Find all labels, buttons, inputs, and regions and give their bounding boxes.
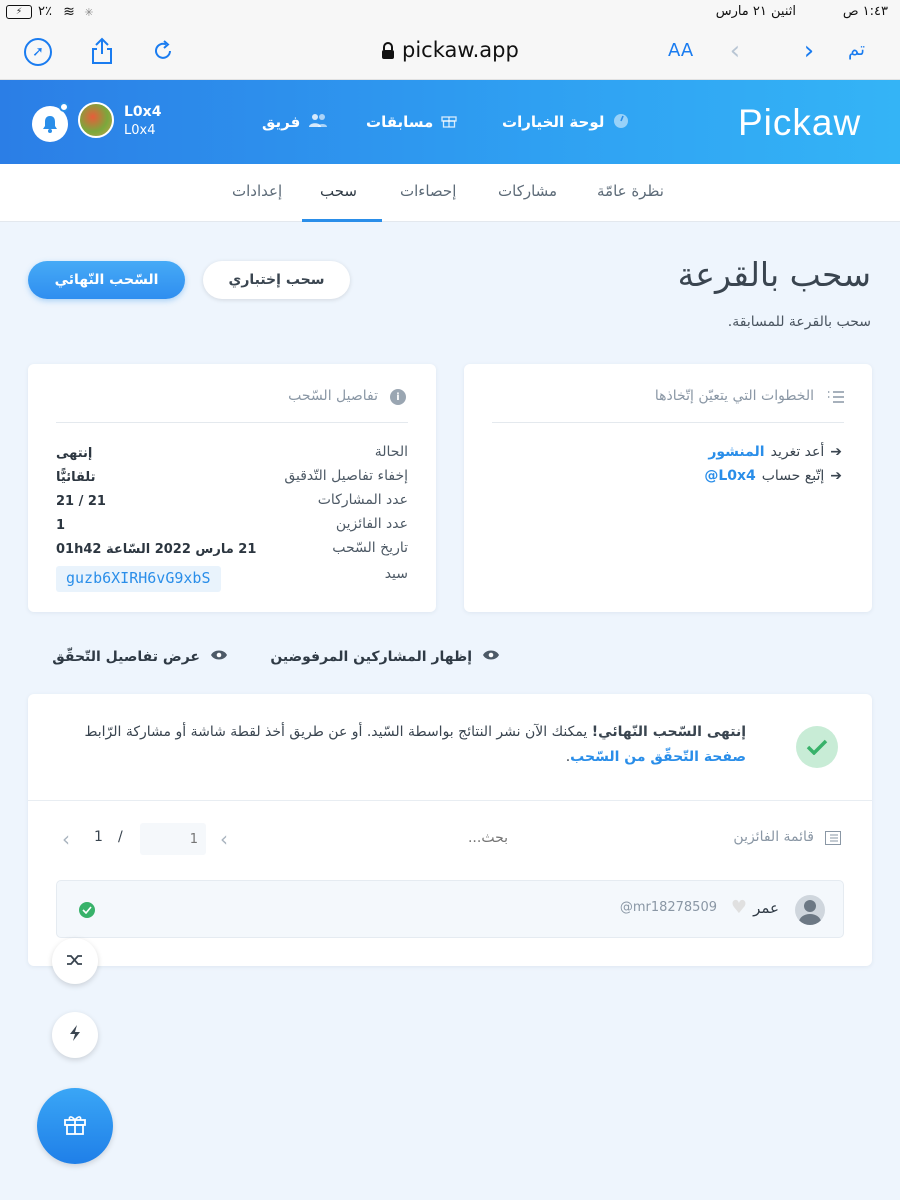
browser-toolbar: [0, 26, 900, 80]
lightning-icon: [69, 1024, 81, 1046]
row-label-hide-audit: إخفاء تفاصيل التّدقيق: [284, 468, 408, 484]
tab-draw[interactable]: سحب: [320, 182, 357, 200]
info-icon: i: [390, 389, 406, 405]
final-draw-button[interactable]: السّحب النّهائي: [28, 261, 185, 299]
eye-icon: [482, 649, 500, 665]
steps-title: الخطوات التي يتعيّن إتّخاذها: [654, 388, 814, 404]
heart-icon: ♥: [730, 897, 747, 918]
nav-dashboard-label: لوحة الخيارات: [502, 113, 605, 131]
row-label-winners: عدد الفائزين: [335, 516, 408, 532]
nav-dashboard[interactable]: [502, 110, 630, 134]
page-title: سحب بالقرعة: [677, 255, 871, 294]
gift-icon: [441, 112, 457, 132]
show-rejected-toggle[interactable]: [270, 649, 500, 665]
share-icon[interactable]: [88, 36, 116, 66]
brand-logo[interactable]: Pickaw: [738, 102, 862, 143]
winner-handle[interactable]: @mr18278509: [619, 900, 717, 915]
shuffle-icon: [66, 952, 84, 971]
nav-contests[interactable]: [366, 110, 457, 134]
page-separator: /: [118, 829, 123, 845]
step-follow: [704, 468, 842, 484]
row-label-status: الحالة: [374, 444, 408, 460]
status-time: ١:٤٣ ص: [842, 4, 888, 19]
forward-icon[interactable]: ›: [803, 36, 815, 66]
list-icon: [824, 830, 842, 846]
tab-stats[interactable]: إحصاءات: [400, 182, 457, 200]
prev-page-icon[interactable]: ‹: [62, 827, 70, 851]
back-icon[interactable]: ‹: [729, 36, 741, 66]
winners-title: قائمة الفائزين: [733, 829, 814, 845]
page-subtitle: سحب بالقرعة للمسابقة.: [727, 314, 871, 330]
quick-action-button[interactable]: [52, 1012, 98, 1058]
search-input[interactable]: [368, 826, 508, 850]
row-value-draw-date: 21 مارس 2022 السّاعة 01h42: [56, 542, 257, 557]
eye-icon: [210, 649, 228, 665]
gift-icon: [63, 1113, 87, 1139]
result-text: يمكنك الآن نشر النتائج بواسطة السّيد. أو عن طريق أخذ لقطة شاشة أو مشاركة الرّابط: [84, 724, 592, 740]
step-follow-link[interactable]: @L0x4: [704, 468, 756, 484]
step-arrow-icon: ➔: [830, 444, 842, 460]
loading-icon: ✳: [84, 5, 94, 19]
avatar[interactable]: [78, 102, 114, 138]
reload-icon[interactable]: [150, 38, 176, 64]
compass-icon[interactable]: ➚: [24, 38, 52, 66]
row-value-hide-audit: تلقائيًّا: [56, 470, 96, 485]
row-label-draw-date: تاريخ السّحب: [332, 540, 408, 556]
step-retweet-label: أعد تغريد: [770, 444, 825, 460]
seed-value[interactable]: guzb6XIRH6vG9xbS: [56, 566, 221, 592]
divider: [492, 422, 844, 423]
nav-contests-label: مسابقات: [366, 113, 434, 131]
winner-row[interactable]: [56, 880, 844, 938]
result-message: [56, 720, 746, 770]
status-date: اثنين ٢١ مارس: [715, 4, 796, 19]
result-title: إنتهى السّحب النّهائي!: [591, 724, 746, 740]
app-header: [0, 80, 900, 164]
team-icon: [308, 112, 328, 132]
test-draw-button[interactable]: سحب إختباري: [203, 261, 350, 299]
step-retweet: [708, 444, 842, 460]
steps-card: [464, 364, 872, 612]
row-label-entries: عدد المشاركات: [317, 492, 408, 508]
contest-fab-button[interactable]: [37, 1088, 113, 1164]
user-name: L0x4: [124, 104, 162, 120]
battery-percent: ٢٪: [38, 4, 52, 19]
step-arrow-icon: ➔: [830, 468, 842, 484]
row-value-entries: 21 / 21: [56, 494, 106, 509]
notification-dot: [59, 102, 69, 112]
text-size-button[interactable]: AA: [668, 40, 694, 61]
details-title: تفاصيل السّحب: [288, 388, 378, 404]
wifi-icon: ≋: [63, 4, 75, 20]
step-retweet-link[interactable]: المنشور: [708, 444, 765, 460]
result-card: [28, 694, 872, 966]
page-number-input[interactable]: [140, 823, 206, 855]
show-verification-toggle[interactable]: [52, 649, 228, 665]
step-follow-label: إتّبع حساب: [761, 468, 825, 484]
draw-details-card: [28, 364, 436, 612]
tab-entries[interactable]: مشاركات: [498, 182, 558, 200]
verification-page-link[interactable]: صفحة التّحقّق من السّحب: [570, 749, 746, 765]
next-page-icon[interactable]: ‹: [220, 827, 228, 851]
result-end: .: [565, 749, 571, 765]
url-field[interactable]: pickaw.app: [402, 38, 519, 62]
nav-team[interactable]: [262, 110, 328, 134]
nav-team-label: فريق: [262, 113, 301, 131]
show-rejected-label: إظهار المشاركين المرفوضين: [270, 649, 472, 665]
show-verification-label: عرض تفاصيل التّحقّق: [52, 649, 200, 665]
lock-icon: [380, 40, 396, 62]
divider: [56, 422, 408, 423]
tab-bar: [0, 164, 900, 222]
success-check-icon: [796, 726, 838, 768]
divider: [28, 800, 872, 801]
battery-icon: ⚡: [6, 5, 32, 19]
shuffle-button[interactable]: [52, 938, 98, 984]
done-button[interactable]: تم: [848, 39, 865, 60]
tab-settings[interactable]: إعدادات: [232, 182, 283, 200]
gauge-icon: [612, 112, 630, 132]
active-tab-indicator: [302, 219, 382, 222]
winner-name: عمر: [753, 899, 779, 917]
user-handle: L0x4: [124, 123, 156, 138]
row-value-status: إنتهى: [56, 446, 93, 461]
tab-overview[interactable]: نظرة عامّة: [597, 182, 664, 200]
total-pages: 1: [94, 829, 103, 845]
valid-check-icon: [79, 902, 95, 918]
winner-avatar: [795, 895, 825, 925]
row-label-seed: سيد: [384, 566, 408, 582]
status-bar: [0, 0, 900, 26]
row-value-winners: 1: [56, 518, 66, 533]
list-icon: [826, 388, 846, 406]
